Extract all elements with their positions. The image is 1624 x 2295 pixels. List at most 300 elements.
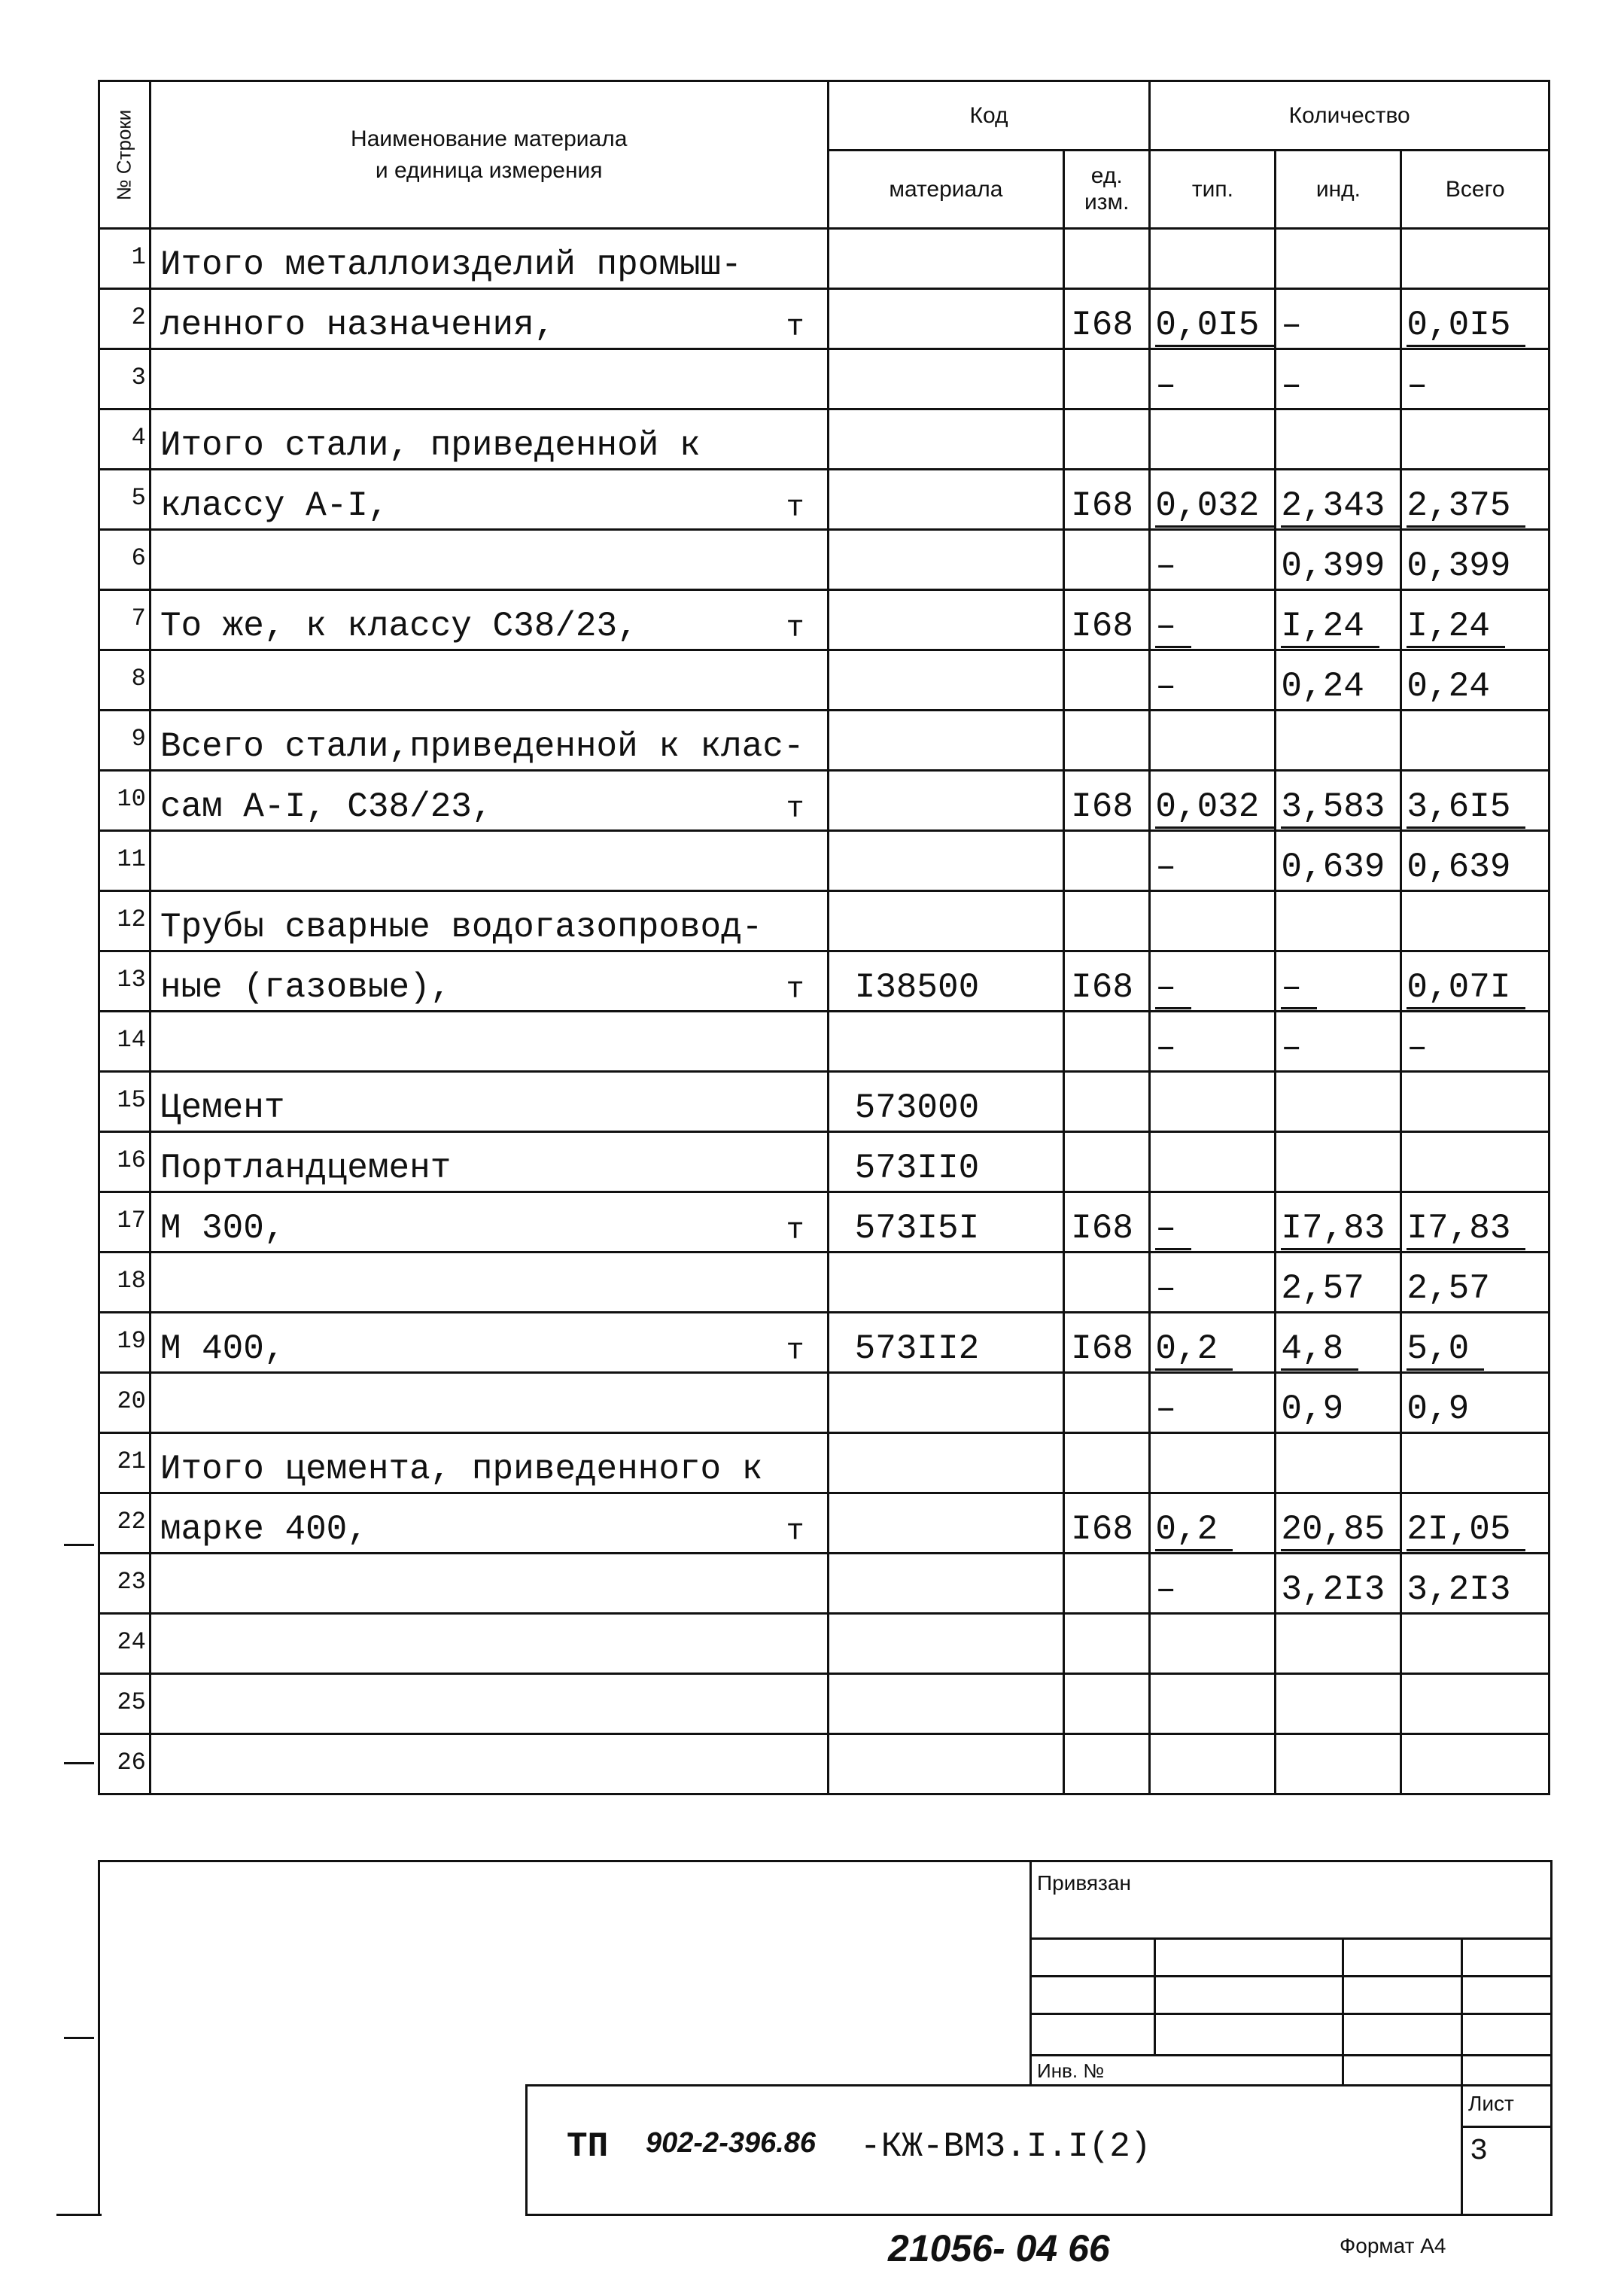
qty-ind-cell bbox=[1276, 1072, 1401, 1132]
qty-ind-cell bbox=[1276, 891, 1401, 951]
qty-total-cell bbox=[1401, 1192, 1549, 1253]
unit-code-cell bbox=[1064, 891, 1150, 951]
material-name: Цемент bbox=[160, 1088, 285, 1128]
table-body bbox=[99, 229, 1549, 1794]
table-row bbox=[99, 951, 1549, 1012]
qty-ind: 3,2I3 bbox=[1281, 1570, 1385, 1609]
qty-total: 0,24 bbox=[1407, 667, 1490, 706]
qty-total-cell bbox=[1401, 1072, 1549, 1132]
doc-series: 902-2-396.86 bbox=[646, 2127, 817, 2159]
qty-total: I7,83 bbox=[1407, 1209, 1525, 1250]
material-code-cell bbox=[828, 530, 1064, 590]
table-row bbox=[99, 891, 1549, 951]
material-name-cell bbox=[150, 1313, 828, 1373]
table-row bbox=[99, 1373, 1549, 1433]
qty-typ-cell bbox=[1150, 1313, 1276, 1373]
qty-ind-cell bbox=[1276, 1734, 1401, 1794]
doc-suffix: -КЖ-ВМ3.I.I(2) bbox=[860, 2127, 1151, 2166]
qty-typ-cell bbox=[1150, 229, 1276, 289]
qty-ind-cell bbox=[1276, 1554, 1401, 1614]
qty-total-cell bbox=[1401, 771, 1549, 831]
qty-total-cell bbox=[1401, 1012, 1549, 1072]
qty-ind-cell bbox=[1276, 831, 1401, 891]
qty-typ: – bbox=[1155, 366, 1176, 405]
unit-code-cell bbox=[1064, 1433, 1150, 1493]
qty-ind-cell bbox=[1276, 711, 1401, 771]
qty-typ-cell bbox=[1150, 349, 1276, 409]
qty-ind-cell bbox=[1276, 289, 1401, 349]
row-number: 20 bbox=[117, 1387, 146, 1415]
unit-code: I68 bbox=[1071, 787, 1133, 826]
unit-code: I68 bbox=[1071, 968, 1133, 1007]
qty-total-cell bbox=[1401, 1734, 1549, 1794]
row-number: 18 bbox=[117, 1267, 146, 1295]
qty-typ: – bbox=[1155, 607, 1191, 648]
qty-typ-cell bbox=[1150, 1012, 1276, 1072]
qty-typ: 0,2 bbox=[1155, 1510, 1233, 1551]
material-name-cell bbox=[150, 1433, 828, 1493]
qty-total: 2,57 bbox=[1407, 1269, 1490, 1308]
unit-text: т bbox=[786, 612, 804, 646]
material-code-cell bbox=[828, 1012, 1064, 1072]
row-number-cell bbox=[99, 1493, 151, 1554]
unit-code: I68 bbox=[1071, 306, 1133, 345]
qty-ind: – bbox=[1281, 1028, 1302, 1067]
material-name-cell bbox=[150, 1072, 828, 1132]
qty-typ: – bbox=[1155, 1028, 1176, 1067]
qty-typ-cell bbox=[1150, 530, 1276, 590]
material-name-cell bbox=[150, 951, 828, 1012]
qty-typ: – bbox=[1155, 546, 1176, 586]
material-code-cell bbox=[828, 1253, 1064, 1313]
table-row bbox=[99, 1674, 1549, 1734]
row-number: 21 bbox=[117, 1447, 146, 1475]
qty-total-cell bbox=[1401, 1313, 1549, 1373]
material-name: М 300, bbox=[160, 1209, 285, 1248]
unit-code-cell bbox=[1064, 1253, 1150, 1313]
unit-code-cell bbox=[1064, 1734, 1150, 1794]
material-code-cell bbox=[828, 1433, 1064, 1493]
row-number: 8 bbox=[131, 665, 146, 692]
qty-ind-cell bbox=[1276, 1373, 1401, 1433]
row-number-cell bbox=[99, 1433, 151, 1493]
row-number-cell bbox=[99, 1554, 151, 1614]
row-number-cell bbox=[99, 1734, 151, 1794]
qty-ind: 0,24 bbox=[1281, 667, 1364, 706]
material-name-cell bbox=[150, 1493, 828, 1554]
qty-typ-cell bbox=[1150, 1253, 1276, 1313]
qty-total: – bbox=[1407, 366, 1428, 405]
qty-typ: 0,2 bbox=[1155, 1329, 1233, 1371]
material-name-cell bbox=[150, 590, 828, 650]
material-name: Итого стали, приведенной к bbox=[160, 426, 701, 465]
qty-ind: I7,83 bbox=[1281, 1209, 1400, 1250]
header-qty-ind: инд. bbox=[1276, 151, 1401, 229]
qty-total: 3,2I3 bbox=[1407, 1570, 1511, 1609]
qty-total: 0,639 bbox=[1407, 848, 1511, 887]
material-name-cell bbox=[150, 349, 828, 409]
row-number-cell bbox=[99, 470, 151, 530]
qty-ind-cell bbox=[1276, 1313, 1401, 1373]
unit-code-cell bbox=[1064, 831, 1150, 891]
header-qty-typ: тип. bbox=[1150, 151, 1276, 229]
row-number: 4 bbox=[131, 424, 146, 452]
qty-ind-cell bbox=[1276, 409, 1401, 470]
material-code-cell bbox=[828, 1493, 1064, 1554]
row-number: 26 bbox=[117, 1749, 146, 1776]
unit-code-cell bbox=[1064, 1554, 1150, 1614]
qty-total-cell bbox=[1401, 650, 1549, 711]
row-number: 19 bbox=[117, 1327, 146, 1355]
table-row bbox=[99, 1734, 1549, 1794]
unit-text: т bbox=[786, 492, 804, 525]
row-number: 22 bbox=[117, 1508, 146, 1536]
row-number-cell bbox=[99, 951, 151, 1012]
material-name: классу А-I, bbox=[160, 486, 389, 525]
row-number-cell bbox=[99, 590, 151, 650]
unit-code-cell bbox=[1064, 530, 1150, 590]
unit-code-cell bbox=[1064, 1313, 1150, 1373]
row-number: 1 bbox=[131, 243, 146, 271]
row-number-cell bbox=[99, 650, 151, 711]
row-number: 13 bbox=[117, 966, 146, 994]
material-code-cell bbox=[828, 951, 1064, 1012]
qty-ind: – bbox=[1281, 968, 1317, 1009]
qty-ind: 2,57 bbox=[1281, 1269, 1364, 1308]
unit-code-cell bbox=[1064, 711, 1150, 771]
material-name: Всего стали,приведенной к клас- bbox=[160, 727, 804, 766]
table-row bbox=[99, 1493, 1549, 1554]
qty-ind: 0,9 bbox=[1281, 1389, 1344, 1429]
table-row bbox=[99, 1554, 1549, 1614]
row-number: 6 bbox=[131, 544, 146, 572]
table-row bbox=[99, 711, 1549, 771]
qty-total: 2,375 bbox=[1407, 486, 1525, 528]
header-row-number: № Строки bbox=[99, 81, 151, 229]
material-code-cell bbox=[828, 590, 1064, 650]
material-name: Портландцемент bbox=[160, 1149, 452, 1188]
qty-typ-cell bbox=[1150, 1132, 1276, 1192]
material-name: То же, к классу С38/23, bbox=[160, 607, 638, 646]
qty-ind-cell bbox=[1276, 1493, 1401, 1554]
qty-typ-cell bbox=[1150, 1554, 1276, 1614]
qty-total-cell bbox=[1401, 831, 1549, 891]
qty-ind: 3,583 bbox=[1281, 787, 1400, 829]
row-number-cell bbox=[99, 1313, 151, 1373]
qty-ind: 0,399 bbox=[1281, 546, 1385, 586]
material-code-cell bbox=[828, 409, 1064, 470]
table-row bbox=[99, 1253, 1549, 1313]
qty-ind-cell bbox=[1276, 1253, 1401, 1313]
qty-total: 2I,05 bbox=[1407, 1510, 1525, 1551]
archive-number: 21056- 04 66 bbox=[888, 2227, 1110, 2269]
row-number-cell bbox=[99, 1253, 151, 1313]
unit-code-cell bbox=[1064, 1373, 1150, 1433]
row-number: 3 bbox=[131, 364, 146, 391]
header-quantity: Количество bbox=[1150, 81, 1549, 151]
qty-typ-cell bbox=[1150, 1192, 1276, 1253]
qty-total-cell bbox=[1401, 891, 1549, 951]
material-code-cell bbox=[828, 470, 1064, 530]
sheet-number: 3 bbox=[1470, 2135, 1489, 2169]
material-name-cell bbox=[150, 229, 828, 289]
qty-typ: 0,032 bbox=[1155, 787, 1274, 829]
document-sheet bbox=[98, 80, 1550, 2217]
materials-table bbox=[98, 80, 1550, 1795]
material-code-cell bbox=[828, 891, 1064, 951]
row-number-cell bbox=[99, 1072, 151, 1132]
qty-ind-cell bbox=[1276, 590, 1401, 650]
material-code-cell bbox=[828, 1614, 1064, 1674]
format-label: Формат А4 bbox=[1340, 2234, 1446, 2257]
qty-total-cell bbox=[1401, 711, 1549, 771]
row-number-cell bbox=[99, 831, 151, 891]
qty-ind: 2,343 bbox=[1281, 486, 1400, 528]
row-number: 5 bbox=[131, 484, 146, 512]
material-code: I38500 bbox=[854, 968, 980, 1007]
inv-no-label: Инв. № bbox=[1037, 2059, 1105, 2082]
material-name-cell bbox=[150, 1132, 828, 1192]
doc-prefix: ТП bbox=[567, 2127, 609, 2166]
row-number: 2 bbox=[131, 303, 146, 331]
table-row bbox=[99, 470, 1549, 530]
unit-code-cell bbox=[1064, 1132, 1150, 1192]
qty-typ: – bbox=[1155, 848, 1176, 887]
row-number-cell bbox=[99, 409, 151, 470]
unit-code-cell bbox=[1064, 951, 1150, 1012]
row-number: 7 bbox=[131, 604, 146, 632]
material-code-cell bbox=[828, 229, 1064, 289]
qty-total-cell bbox=[1401, 1253, 1549, 1313]
qty-typ-cell bbox=[1150, 1493, 1276, 1554]
row-number: 17 bbox=[117, 1207, 146, 1234]
unit-code-cell bbox=[1064, 470, 1150, 530]
table-row bbox=[99, 229, 1549, 289]
unit-code: I68 bbox=[1071, 1510, 1133, 1549]
qty-total-cell bbox=[1401, 590, 1549, 650]
material-name-cell bbox=[150, 650, 828, 711]
qty-typ-cell bbox=[1150, 470, 1276, 530]
material-name-cell bbox=[150, 1192, 828, 1253]
material-code-cell bbox=[828, 771, 1064, 831]
qty-total-cell bbox=[1401, 1493, 1549, 1554]
row-number: 14 bbox=[117, 1026, 146, 1054]
material-name: марке 400, bbox=[160, 1510, 368, 1549]
row-number-cell bbox=[99, 1373, 151, 1433]
row-number-cell bbox=[99, 1674, 151, 1734]
row-number: 12 bbox=[117, 906, 146, 933]
qty-total-cell bbox=[1401, 470, 1549, 530]
unit-code-cell bbox=[1064, 349, 1150, 409]
table-row bbox=[99, 650, 1549, 711]
unit-text: т bbox=[786, 311, 804, 345]
qty-ind-cell bbox=[1276, 1192, 1401, 1253]
material-code-cell bbox=[828, 1674, 1064, 1734]
qty-ind-cell bbox=[1276, 951, 1401, 1012]
title-block bbox=[98, 1860, 1553, 2216]
qty-typ-cell bbox=[1150, 951, 1276, 1012]
material-code-cell bbox=[828, 1192, 1064, 1253]
qty-typ-cell bbox=[1150, 409, 1276, 470]
qty-typ-cell bbox=[1150, 831, 1276, 891]
qty-typ: – bbox=[1155, 667, 1176, 706]
material-code-cell bbox=[828, 1373, 1064, 1433]
row-number-cell bbox=[99, 711, 151, 771]
row-number: 11 bbox=[117, 845, 146, 873]
table-row bbox=[99, 831, 1549, 891]
row-number: 25 bbox=[117, 1688, 146, 1716]
row-number-cell bbox=[99, 530, 151, 590]
qty-total-cell bbox=[1401, 409, 1549, 470]
unit-code-cell bbox=[1064, 289, 1150, 349]
material-name-cell bbox=[150, 1734, 828, 1794]
material-name-cell bbox=[150, 1373, 828, 1433]
material-name-cell bbox=[150, 530, 828, 590]
unit-text: т bbox=[786, 1214, 804, 1248]
material-name: ные (газовые), bbox=[160, 968, 452, 1007]
unit-code-cell bbox=[1064, 1012, 1150, 1072]
qty-total-cell bbox=[1401, 1373, 1549, 1433]
table-row bbox=[99, 530, 1549, 590]
qty-typ: 0,0I5 bbox=[1155, 306, 1274, 347]
row-number-cell bbox=[99, 229, 151, 289]
qty-total-cell bbox=[1401, 1132, 1549, 1192]
unit-text: т bbox=[786, 973, 804, 1007]
unit-code-cell bbox=[1064, 409, 1150, 470]
qty-typ-cell bbox=[1150, 650, 1276, 711]
header-code: Код bbox=[828, 81, 1150, 151]
table-row bbox=[99, 409, 1549, 470]
qty-typ-cell bbox=[1150, 289, 1276, 349]
qty-ind-cell bbox=[1276, 1614, 1401, 1674]
material-code: 573II2 bbox=[854, 1329, 980, 1368]
qty-ind: – bbox=[1281, 306, 1302, 345]
qty-ind-cell bbox=[1276, 1132, 1401, 1192]
qty-typ: 0,032 bbox=[1155, 486, 1274, 528]
qty-ind-cell bbox=[1276, 470, 1401, 530]
qty-ind-cell bbox=[1276, 1433, 1401, 1493]
material-code-cell bbox=[828, 1132, 1064, 1192]
row-number-cell bbox=[99, 289, 151, 349]
material-name-cell bbox=[150, 409, 828, 470]
unit-code-cell bbox=[1064, 771, 1150, 831]
material-name-cell bbox=[150, 891, 828, 951]
qty-typ: – bbox=[1155, 968, 1191, 1009]
qty-typ: – bbox=[1155, 1570, 1176, 1609]
unit-text: т bbox=[786, 1515, 804, 1549]
qty-total-cell bbox=[1401, 1674, 1549, 1734]
material-code: 573000 bbox=[854, 1088, 980, 1128]
material-code: 573I5I bbox=[854, 1209, 980, 1248]
qty-typ: – bbox=[1155, 1209, 1191, 1250]
material-code: 573II0 bbox=[854, 1149, 980, 1188]
qty-ind: 20,85 bbox=[1281, 1510, 1400, 1551]
row-number-cell bbox=[99, 891, 151, 951]
material-name-cell bbox=[150, 1554, 828, 1614]
unit-code-cell bbox=[1064, 1614, 1150, 1674]
material-code-cell bbox=[828, 711, 1064, 771]
table-row bbox=[99, 590, 1549, 650]
material-name-cell bbox=[150, 771, 828, 831]
qty-ind: I,24 bbox=[1281, 607, 1379, 648]
qty-total-cell bbox=[1401, 1614, 1549, 1674]
row-number: 16 bbox=[117, 1146, 146, 1174]
table-row bbox=[99, 1433, 1549, 1493]
table-row bbox=[99, 289, 1549, 349]
material-name: Трубы сварные водогазопровод- bbox=[160, 908, 763, 947]
qty-ind-cell bbox=[1276, 229, 1401, 289]
qty-total: 3,6I5 bbox=[1407, 787, 1525, 829]
row-number: 10 bbox=[117, 785, 146, 813]
row-number-cell bbox=[99, 349, 151, 409]
material-code-cell bbox=[828, 1734, 1064, 1794]
material-name: М 400, bbox=[160, 1329, 285, 1368]
table-row bbox=[99, 1614, 1549, 1674]
qty-typ-cell bbox=[1150, 1674, 1276, 1734]
qty-ind-cell bbox=[1276, 771, 1401, 831]
material-code-cell bbox=[828, 831, 1064, 891]
unit-code-cell bbox=[1064, 590, 1150, 650]
material-name-cell bbox=[150, 1614, 828, 1674]
sheet-label: Лист bbox=[1468, 2092, 1514, 2115]
material-code-cell bbox=[828, 349, 1064, 409]
row-number-cell bbox=[99, 1012, 151, 1072]
qty-ind: 4,8 bbox=[1281, 1329, 1358, 1371]
qty-typ-cell bbox=[1150, 1433, 1276, 1493]
material-name-cell bbox=[150, 1253, 828, 1313]
table-row bbox=[99, 349, 1549, 409]
material-name: Итого металлоизделий промыш- bbox=[160, 245, 742, 285]
qty-total: – bbox=[1407, 1028, 1428, 1067]
qty-ind-cell bbox=[1276, 650, 1401, 711]
material-name: Итого цемента, приведенного к bbox=[160, 1450, 763, 1489]
qty-typ-cell bbox=[1150, 590, 1276, 650]
qty-ind-cell bbox=[1276, 349, 1401, 409]
row-number-cell bbox=[99, 771, 151, 831]
qty-ind: – bbox=[1281, 366, 1302, 405]
unit-code: I68 bbox=[1071, 607, 1133, 646]
header-code-material: материала bbox=[828, 151, 1064, 229]
unit-code-cell bbox=[1064, 1674, 1150, 1734]
material-name-cell bbox=[150, 831, 828, 891]
unit-code: I68 bbox=[1071, 486, 1133, 525]
table-row bbox=[99, 1012, 1549, 1072]
material-name-cell bbox=[150, 711, 828, 771]
material-name-cell bbox=[150, 470, 828, 530]
table-row bbox=[99, 1132, 1549, 1192]
qty-total-cell bbox=[1401, 951, 1549, 1012]
material-code-cell bbox=[828, 289, 1064, 349]
qty-ind-cell bbox=[1276, 1012, 1401, 1072]
qty-typ-cell bbox=[1150, 891, 1276, 951]
qty-typ-cell bbox=[1150, 771, 1276, 831]
unit-code: I68 bbox=[1071, 1209, 1133, 1248]
material-code-cell bbox=[828, 1072, 1064, 1132]
material-name: сам А-I, С38/23, bbox=[160, 787, 493, 826]
qty-ind: 0,639 bbox=[1281, 848, 1385, 887]
header-qty-total: Всего bbox=[1401, 151, 1549, 229]
qty-typ-cell bbox=[1150, 711, 1276, 771]
qty-typ-cell bbox=[1150, 1734, 1276, 1794]
material-code-cell bbox=[828, 1554, 1064, 1614]
row-number: 23 bbox=[117, 1568, 146, 1596]
qty-typ: – bbox=[1155, 1269, 1176, 1308]
qty-total: 5,0 bbox=[1407, 1329, 1484, 1371]
table-row bbox=[99, 1072, 1549, 1132]
table-row bbox=[99, 1192, 1549, 1253]
header-code-unit: ед. изм. bbox=[1064, 151, 1150, 229]
material-code-cell bbox=[828, 650, 1064, 711]
